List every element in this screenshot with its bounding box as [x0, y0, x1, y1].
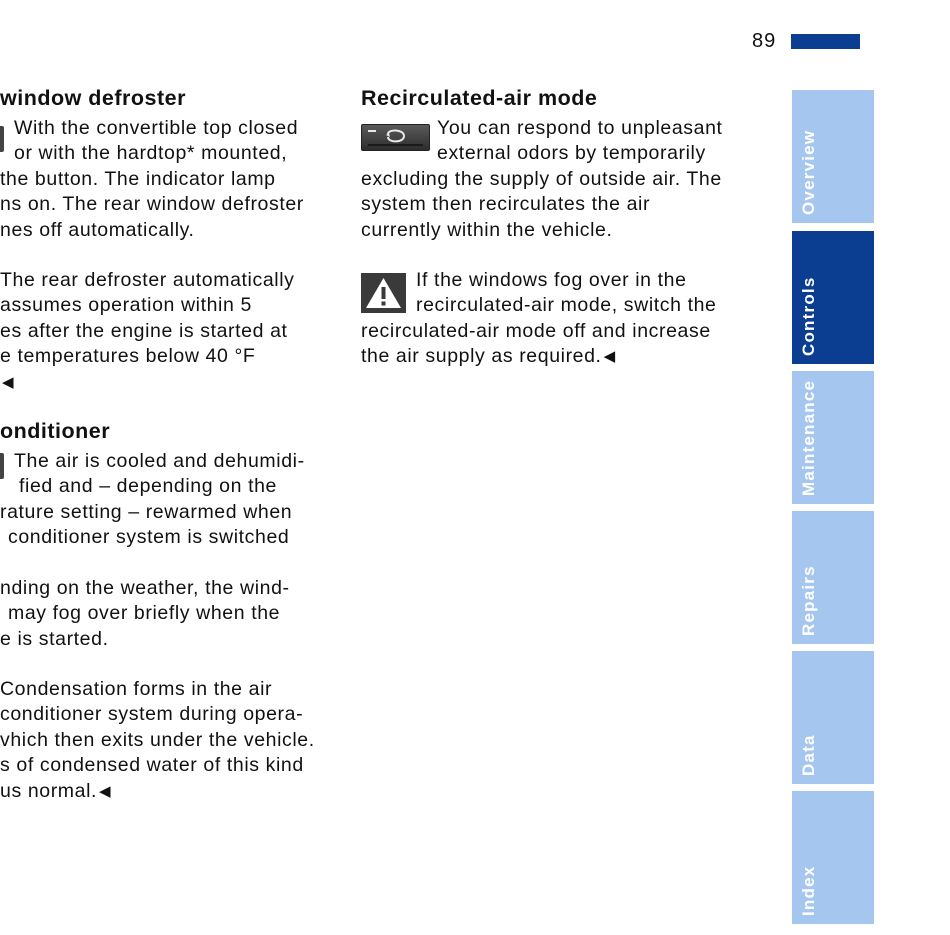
tab-data[interactable] [792, 651, 874, 784]
text-line: excluding the supply of outside air. The [361, 167, 722, 190]
text-line: or with the hardtop* mounted, [14, 142, 288, 165]
text-line: Condensation forms in the air [0, 677, 273, 700]
tab-controls[interactable] [792, 231, 874, 364]
defroster-paragraph-2 [0, 268, 345, 395]
text-line: rature setting – rewarmed when [0, 500, 293, 523]
right-column [361, 84, 761, 370]
text-line: currently within the vehicle. [361, 218, 613, 241]
text-line: conditioner system during opera- [0, 703, 304, 726]
tab-label: Controls [799, 276, 818, 356]
tab-index[interactable] [792, 791, 874, 924]
page-marker-bar [791, 34, 860, 49]
text-line: es after the engine is started at [0, 319, 288, 342]
tab-label: Overview [799, 129, 818, 215]
text-line: ns on. The rear window defroster [0, 193, 304, 216]
tab-label: Repairs [799, 565, 818, 636]
defroster-paragraph-1 [0, 116, 345, 243]
text-line: e temperatures below 40 °F [0, 345, 256, 368]
back-arrow-icon: ◀ [99, 782, 112, 800]
text-line: system then recirculates the air [361, 193, 651, 216]
text-line [0, 370, 345, 395]
text-line: recirculated-air mode, switch the [416, 294, 717, 317]
text-line: With the convertible top closed [14, 117, 299, 139]
back-arrow-icon: ◀ [603, 348, 616, 366]
defroster-heading: window defroster [0, 86, 186, 110]
text-line: nes off automatically. [0, 218, 195, 241]
text-line: e is started. [0, 627, 109, 650]
conditioner-heading: onditioner [0, 419, 111, 444]
text-line: conditioner system is switched [8, 526, 290, 549]
text-line [0, 779, 345, 804]
text-line [361, 344, 761, 369]
tab-overview[interactable] [792, 90, 874, 223]
left-column [0, 84, 345, 804]
warning-icon [361, 273, 406, 313]
recirculated-air-heading: Recirculated-air mode [361, 86, 598, 110]
text-line: You can respond to unpleasant [437, 117, 723, 139]
warning-paragraph [361, 268, 761, 370]
tab-maintenance[interactable] [792, 371, 874, 504]
text-line-content: us normal. [0, 779, 98, 802]
text-line: vhich then exits under the vehicle. [0, 728, 315, 751]
conditioner-paragraph-3 [0, 677, 345, 804]
text-line: recirculated-air mode off and increase [361, 319, 711, 342]
tab-repairs[interactable] [792, 511, 874, 644]
text-line: fied and – depending on the [19, 475, 277, 498]
page-number: 89 [752, 30, 777, 52]
text-line: If the windows fog over in the [416, 269, 687, 292]
text-line: external odors by temporarily [437, 142, 706, 165]
text-line: the button. The indicator lamp [0, 167, 276, 190]
ac-button-icon [0, 453, 4, 479]
text-line-content: the air supply as required. [361, 345, 602, 368]
tab-label: Data [799, 734, 818, 776]
text-line: nding on the weather, the wind- [0, 576, 290, 599]
tab-label: Maintenance [799, 379, 818, 496]
text-line: The air is cooled and dehumidi- [14, 450, 305, 473]
text-line: s of condensed water of this kind [0, 754, 304, 777]
text-line: assumes operation within 5 [0, 294, 252, 317]
recirculated-air-button-icon [361, 124, 430, 151]
text-line: may fog over briefly when the [8, 602, 281, 625]
text-line: The rear defroster automatically [0, 269, 295, 292]
conditioner-paragraph-2 [0, 576, 345, 652]
tab-label: Index [799, 865, 818, 916]
defroster-button-icon [0, 126, 4, 152]
back-arrow-icon: ◀ [2, 373, 15, 391]
conditioner-paragraph-1 [0, 449, 345, 551]
